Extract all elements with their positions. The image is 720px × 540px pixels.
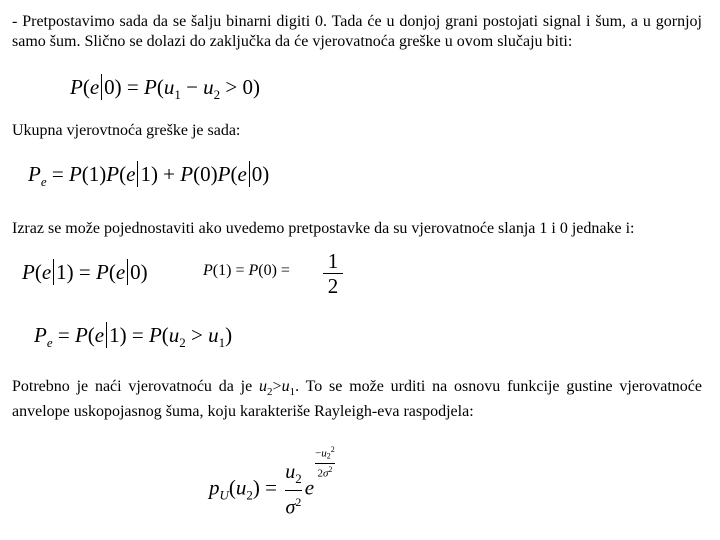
fraction-one-half: 1 2 <box>323 250 343 297</box>
paragraph-simplification: Izraz se može pojednostaviti ako uvedemo pretpostavke da su vjerovatnoće slanja 1 i 0 jednake i: <box>12 220 635 237</box>
paragraph-binary-zero: - Pretpostavimo sada da se šalju binarni digiti 0. Tada će u donjoj grani postojati signal i šum, a u gornjoj samo šum. Slično se dolazi do zaključka da će vjerovatnoća greške u ovom slučaju biti: <box>12 13 702 50</box>
equation-total-error-prob: $P_e = P(1)P(e$ 1) + P(0)P(e 0) <box>28 162 270 189</box>
equation-equal-priors: P(1) = P(0) = <box>203 262 290 279</box>
paragraph-rayleigh: Potrebno je naći vjerovatnoću da je $u_2>u_1$. To se može urditi na osnovu funkcije gustine vjerovatnoće anvelope uskopojasnog šuma, koju karakteriše Rayleigh-eva raspodjela: <box>12 378 702 421</box>
equation-error-prob-zero: P(e $0) = P(u_1 - u_2 > 0)$ <box>70 75 261 102</box>
equation-equal-conditionals: P(e 1) = P(e 0) <box>22 260 148 284</box>
paragraph-total-error: Ukupna vjerovtnoća greške je sada: <box>12 122 241 139</box>
equation-pe-simplified: $P_e = P(e$ $1) = P(u_2 > u_1)$ <box>34 323 233 350</box>
equation-rayleigh-pdf: $p_U(u_2)$ = $\frac{u_2}{\sigma^2}$ e $\frac{-u_2^2}{2\sigma^2}$ <box>209 445 335 519</box>
